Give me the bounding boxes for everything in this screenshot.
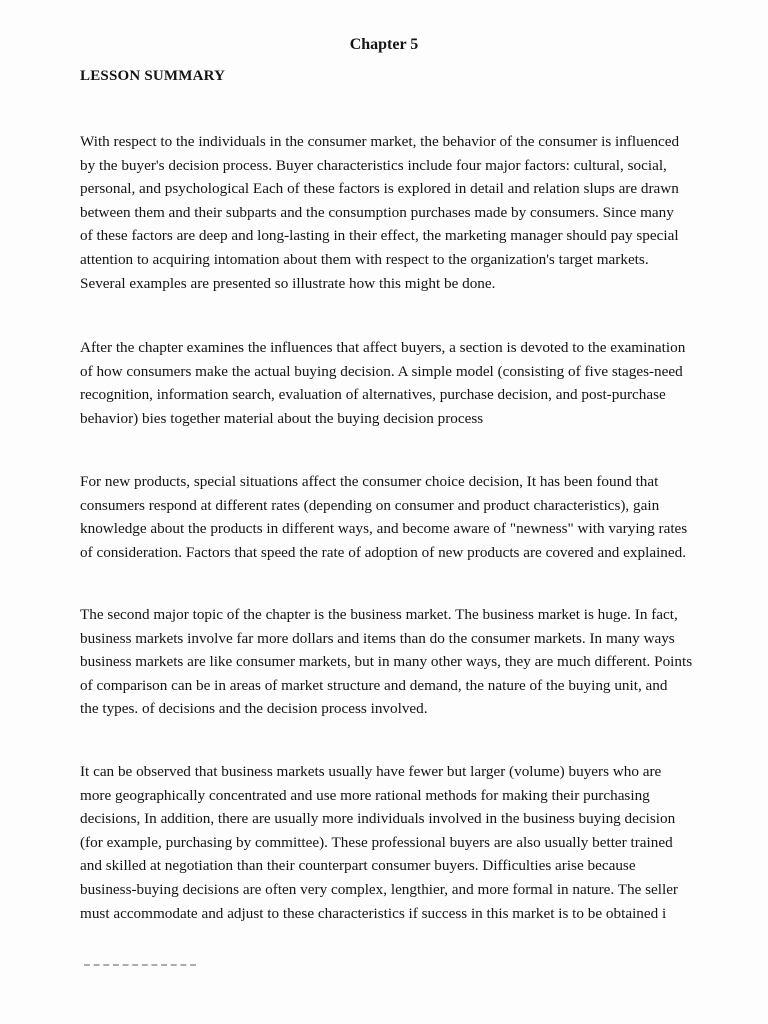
text-line: business markets involve far more dollars and items than do the consumer markets. In many ways xyxy=(80,629,675,647)
paragraph-business-buyers xyxy=(80,760,692,925)
text-line: recognition, information search, evaluation of alternatives, purchase decision, and post-purchase xyxy=(80,386,666,404)
text-line: knowledge about the products in different ways, and become aware of "newness" with varying rates xyxy=(80,520,688,538)
text-line: For new products, special situations affect the consumer choice decision, It has been found that xyxy=(80,473,659,490)
text-line: must accommodate and adjust to these characteristics if success in this market is to be obtained i xyxy=(80,904,667,922)
text-line: the types. of decisions and the decision process involved. xyxy=(80,700,428,718)
text-line: It can be observed that business markets usually have fewer but larger (volume) buyers who are xyxy=(80,763,662,780)
paragraph-business-market xyxy=(80,603,692,721)
paragraph-new-products xyxy=(80,470,692,564)
text-line: business markets are like consumer markets, but in many other ways, they are much different. Points xyxy=(80,653,693,671)
scan-artifact-mark xyxy=(84,964,196,966)
text-line: more geographically concentrated and use more rational methods for making their purchasing xyxy=(80,786,650,804)
text-line: of these factors are deep and long-lasting in their effect, the marketing manager should pay special xyxy=(80,227,679,245)
text-line: After the chapter examines the influences that affect buyers, a section is devoted to the examination xyxy=(80,339,686,356)
text-line: and skilled at negotiation than their counterpart consumer buyers. Difficulties arise because xyxy=(80,857,636,875)
text-line: of consideration. Factors that speed the rate of adoption of new products are covered and explained. xyxy=(80,543,687,561)
text-line: of how consumers make the actual buying decision. A simple model (consisting of five stages-need xyxy=(80,362,683,380)
section-heading: LESSON SUMMARY xyxy=(80,68,226,84)
text-line: behavior) bies together material about the buying decision process xyxy=(80,409,484,427)
paragraph-consumer-behavior xyxy=(80,130,692,295)
text-line: Several examples are presented so illustrate how this might be done. xyxy=(80,274,496,292)
text-line: (for example, purchasing by committee). These professional buyers are also usually better trained xyxy=(80,833,673,851)
text-line: With respect to the individuals in the consumer market, the behavior of the consumer is influenced xyxy=(80,133,680,150)
text-line: The second major topic of the chapter is the business market. The business market is huge. In fact, xyxy=(80,606,678,623)
text-line: attention to acquiring intomation about them with respect to the organization's target markets. xyxy=(80,250,649,268)
text-line: consumers respond at different rates (depending on consumer and product characteristics), gain xyxy=(80,496,660,514)
text-line: of comparison can be in areas of market structure and demand, the nature of the buying unit, and xyxy=(80,676,668,694)
text-line: between them and their subparts and the consumption purchases made by consumers. Since many xyxy=(80,203,674,221)
text-line: by the buyer's decision process. Buyer characteristics include four major factors: cultural, social, xyxy=(80,156,667,174)
text-line: decisions, In addition, there are usually more individuals involved in the business buying decision xyxy=(80,810,676,828)
paragraph-buying-decision xyxy=(80,336,692,430)
text-line: business-buying decisions are often very complex, lengthier, and more formal in nature. The seller xyxy=(80,880,678,898)
chapter-title: Chapter 5 xyxy=(349,36,419,53)
text-line: personal, and psychological Each of these factors is explored in detail and relation slups are drawn xyxy=(80,180,679,198)
